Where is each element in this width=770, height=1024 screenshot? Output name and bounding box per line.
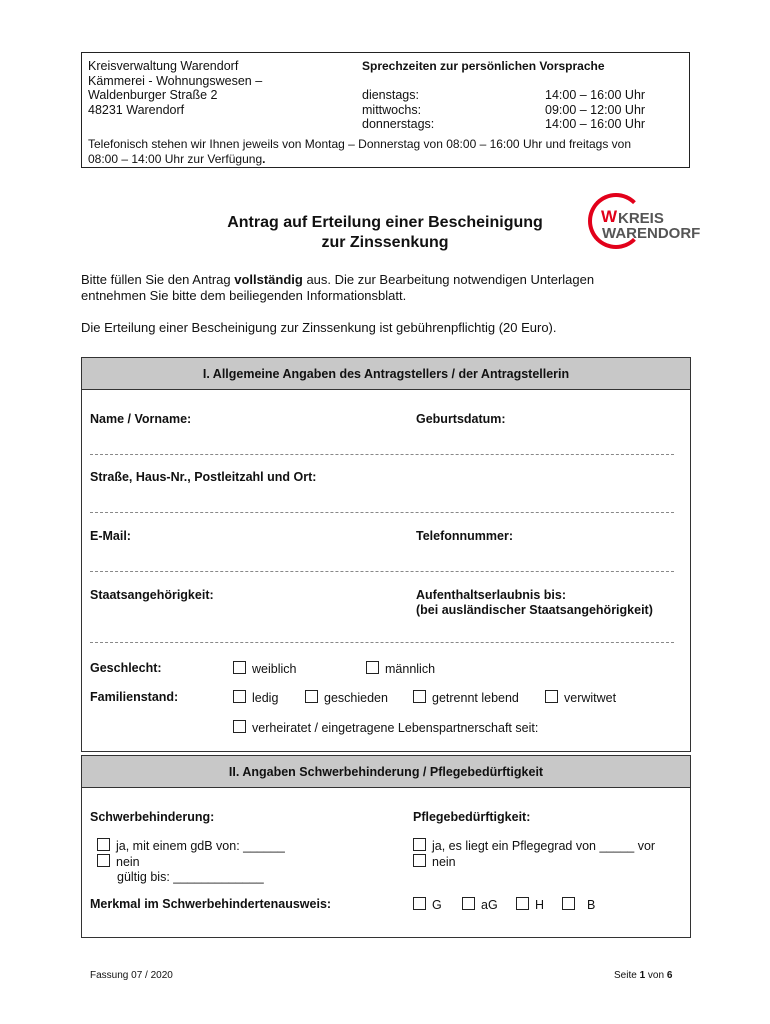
checkbox-icon[interactable] bbox=[97, 838, 110, 851]
nationality-label: Staatsangehörigkeit: bbox=[90, 588, 214, 602]
gender-label: Geschlecht: bbox=[90, 661, 162, 675]
mark-g-option[interactable] bbox=[413, 897, 442, 912]
widowed-label: verwitwet bbox=[564, 691, 617, 705]
hours-times bbox=[545, 88, 645, 132]
separated-option[interactable] bbox=[413, 690, 519, 705]
mark-g-label: G bbox=[432, 898, 442, 912]
care-options bbox=[413, 838, 655, 870]
mark-b-label: B bbox=[587, 898, 596, 912]
married-option[interactable] bbox=[233, 720, 538, 735]
logo-line1: KREIS bbox=[618, 210, 664, 227]
family-status-label: Familienstand: bbox=[90, 690, 179, 704]
page-text-a: Seite bbox=[614, 970, 640, 981]
form-title-line2: zur Zinssenkung bbox=[321, 234, 449, 251]
hours-day: dienstags: bbox=[362, 88, 419, 102]
page-number bbox=[614, 970, 672, 981]
email-field[interactable] bbox=[90, 571, 674, 572]
intro-text bbox=[81, 272, 594, 304]
checkbox-icon[interactable] bbox=[516, 897, 529, 910]
hours-time: 09:00 – 12:00 Uhr bbox=[545, 102, 646, 117]
hours-title: Sprechzeiten zur persönlichen Vorsprache bbox=[362, 59, 605, 73]
disability-no-option[interactable] bbox=[97, 854, 285, 870]
mark-ag-label: aG bbox=[481, 898, 498, 912]
fee-note: Die Erteilung einer Bescheinigung zur Zinssenkung ist gebührenpflichtig (20 Euro). bbox=[81, 320, 557, 335]
nationality-field[interactable] bbox=[90, 642, 674, 643]
checkbox-icon[interactable] bbox=[233, 690, 246, 703]
birthdate-label: Geburtsdatum: bbox=[416, 412, 506, 426]
phone-hours-line1: Telefonisch stehen wir Ihnen jeweils von Montag – Donnerstag von 08:00 – 16:00 Uhr und freitags von bbox=[88, 137, 631, 151]
address-line: Kämmerei - Wohnungswesen – bbox=[88, 73, 263, 88]
disability-options bbox=[97, 838, 285, 885]
checkbox-icon[interactable] bbox=[97, 854, 110, 867]
form-title bbox=[170, 213, 600, 253]
separated-label: getrennt lebend bbox=[432, 691, 519, 705]
disability-valid-until: gültig bis: _____________ bbox=[117, 870, 264, 884]
intro-text-a: Bitte füllen Sie den Antrag bbox=[81, 272, 235, 287]
checkbox-icon[interactable] bbox=[413, 690, 426, 703]
checkbox-icon[interactable] bbox=[545, 690, 558, 703]
care-yes-label: ja, es liegt ein Pflegegrad von _____ vor bbox=[432, 839, 656, 853]
section2-header: II. Angaben Schwerbehinderung / Pflegebedürftigkeit bbox=[81, 755, 691, 788]
checkbox-icon[interactable] bbox=[462, 897, 475, 910]
intro-text-line2: entnehmen Sie bitte dem beiliegenden Informationsblatt. bbox=[81, 288, 407, 303]
married-label: verheiratet / eingetragene Lebenspartnerschaft seit: bbox=[252, 721, 539, 735]
gender-male-label: männlich bbox=[385, 662, 436, 676]
checkbox-icon[interactable] bbox=[366, 661, 379, 674]
phone-label: Telefonnummer: bbox=[416, 529, 513, 543]
email-label: E-Mail: bbox=[90, 529, 131, 543]
page-text-b: von bbox=[645, 970, 667, 981]
form-title-line1: Antrag auf Erteilung einer Bescheinigung bbox=[227, 214, 543, 231]
gender-female-label: weiblich bbox=[252, 662, 297, 676]
hours-day: donnerstags: bbox=[362, 117, 435, 131]
mark-h-option[interactable] bbox=[516, 897, 544, 912]
residence-label-line2: (bei ausländischer Staatsangehörigkeit) bbox=[416, 602, 653, 617]
phone-hours-line2: 08:00 – 14:00 Uhr zur Verfügung bbox=[88, 151, 263, 166]
checkbox-icon[interactable] bbox=[305, 690, 318, 703]
divorced-label: geschieden bbox=[324, 691, 388, 705]
logo-mark: W bbox=[601, 207, 618, 226]
care-no-option[interactable] bbox=[413, 854, 655, 870]
page-current: 1 bbox=[639, 970, 646, 981]
care-yes-option[interactable] bbox=[413, 838, 655, 854]
street-field[interactable] bbox=[90, 512, 674, 513]
checkbox-icon[interactable] bbox=[562, 897, 575, 910]
care-label: Pflegebedürftigkeit: bbox=[413, 810, 531, 824]
care-no-label: nein bbox=[432, 855, 456, 869]
mark-b-option[interactable] bbox=[562, 897, 595, 912]
street-label: Straße, Haus-Nr., Postleitzahl und Ort: bbox=[90, 470, 317, 484]
disability-yes-label: ja, mit einem gdB von: ______ bbox=[116, 839, 285, 853]
name-label: Name / Vorname: bbox=[90, 412, 192, 426]
single-label: ledig bbox=[252, 691, 279, 705]
gender-female-option[interactable] bbox=[233, 661, 296, 676]
address-line: 48231 Warendorf bbox=[88, 102, 185, 117]
residence-label-line1: Aufenthaltserlaubnis bis: bbox=[416, 588, 567, 602]
section1-header: I. Allgemeine Angaben des Antragstellers / der Antragstellerin bbox=[81, 357, 691, 390]
disability-yes-option[interactable] bbox=[97, 838, 285, 854]
disability-no-label: nein bbox=[116, 855, 140, 869]
hours-time: 14:00 – 16:00 Uhr bbox=[545, 117, 646, 131]
widowed-option[interactable] bbox=[545, 690, 616, 705]
single-option[interactable] bbox=[233, 690, 278, 705]
disability-label: Schwerbehinderung: bbox=[90, 810, 215, 824]
hours-time: 14:00 – 16:00 Uhr bbox=[545, 88, 646, 102]
hours-day: mittwochs: bbox=[362, 102, 422, 117]
logo-text bbox=[602, 210, 701, 242]
version-label: Fassung 07 / 2020 bbox=[90, 970, 173, 981]
checkbox-icon[interactable] bbox=[233, 720, 246, 733]
address-line: Kreisverwaltung Warendorf bbox=[88, 59, 239, 73]
divorced-option[interactable] bbox=[305, 690, 388, 705]
office-address bbox=[88, 59, 262, 117]
checkbox-icon[interactable] bbox=[233, 661, 246, 674]
checkbox-icon[interactable] bbox=[413, 897, 426, 910]
hours-days bbox=[362, 88, 434, 132]
mark-ag-option[interactable] bbox=[462, 897, 498, 912]
mark-h-label: H bbox=[535, 898, 545, 912]
gender-male-option[interactable] bbox=[366, 661, 435, 676]
residence-label bbox=[416, 588, 653, 617]
phone-hours-dot: . bbox=[262, 151, 266, 166]
checkbox-icon[interactable] bbox=[413, 838, 426, 851]
intro-text-b: aus. Die zur Bearbeitung notwendigen Unterlagen bbox=[302, 272, 595, 287]
checkbox-icon[interactable] bbox=[413, 854, 426, 867]
name-field[interactable] bbox=[90, 454, 674, 455]
intro-text-bold: vollständig bbox=[234, 272, 303, 287]
page-total: 6 bbox=[666, 970, 673, 981]
address-line: Waldenburger Straße 2 bbox=[88, 88, 218, 102]
logo-line2: WARENDORF bbox=[602, 225, 701, 242]
phone-hours bbox=[88, 137, 631, 166]
marks-label: Merkmal im Schwerbehindertenausweis: bbox=[90, 897, 332, 911]
